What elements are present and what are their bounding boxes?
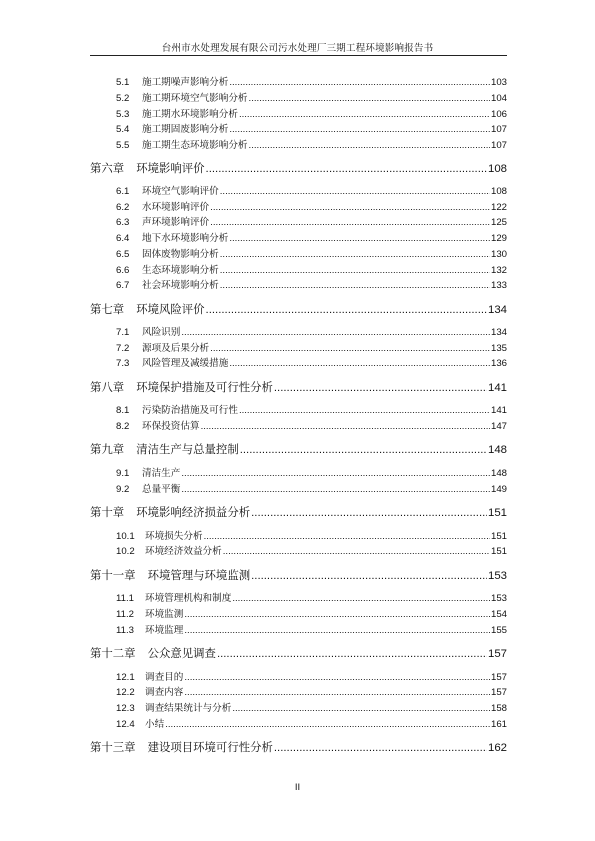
toc-entry-title: 环保投资估算 <box>142 421 200 432</box>
toc-section-entry[interactable] <box>116 606 507 620</box>
toc-entry-number: 6.6 <box>116 265 130 276</box>
toc-section-entry[interactable] <box>116 590 507 604</box>
toc-entry-page: 148 <box>487 444 507 456</box>
toc-entry-number: 第十二章 <box>90 646 136 660</box>
toc-entry-title: 环境影响经济损益分析 <box>136 505 251 519</box>
toc-leader-dots <box>251 507 487 519</box>
toc-leader-dots <box>229 77 490 88</box>
toc-entry-title: 公众意见调查 <box>147 646 216 660</box>
toc-entry-page: 147 <box>490 421 507 432</box>
toc-entry-page: 141 <box>490 405 507 416</box>
toc-entry-page: 107 <box>490 140 507 151</box>
toc-entry-title: 固体废物影响分析 <box>142 249 219 260</box>
toc-section-entry[interactable] <box>116 277 507 291</box>
toc-entry-page: 154 <box>490 609 507 620</box>
toc-entry-number: 8.1 <box>116 405 130 416</box>
toc-entry-number: 12.2 <box>116 687 135 698</box>
toc-leader-dots <box>229 358 490 369</box>
toc-section-entry[interactable] <box>116 543 507 557</box>
toc-leader-dots <box>229 233 490 244</box>
toc-leader-dots <box>249 93 490 104</box>
toc-entry-title: 环境损失分析 <box>145 531 203 542</box>
toc-entry-page: 149 <box>490 484 507 495</box>
toc-entry-page: 151 <box>490 546 507 557</box>
toc-section-entry[interactable] <box>116 214 507 228</box>
toc-section-entry[interactable] <box>116 183 507 197</box>
toc-chapter-entry[interactable] <box>90 160 507 176</box>
toc-entry-page: 103 <box>490 77 507 88</box>
toc-entry-page: 151 <box>490 531 507 542</box>
page-number: II <box>294 782 301 793</box>
toc-section-entry[interactable] <box>116 199 507 213</box>
toc-entry-page: 155 <box>490 625 507 636</box>
toc-leader-dots <box>184 672 490 683</box>
toc-section-entry[interactable] <box>116 324 507 338</box>
toc-leader-dots <box>181 327 490 338</box>
toc-section-entry[interactable] <box>116 106 507 120</box>
toc-entry-number: 8.2 <box>116 421 130 432</box>
toc-leader-dots <box>181 484 490 495</box>
toc-section-entry[interactable] <box>116 622 507 636</box>
toc-entry-number: 10.1 <box>116 531 135 542</box>
toc-entry-number: 6.7 <box>116 280 130 291</box>
toc-leader-dots <box>210 217 490 228</box>
toc-entry-title: 施工期噪声影响分析 <box>142 77 229 88</box>
toc-leader-dots <box>274 742 487 754</box>
toc-entry-title: 施工期固废影响分析 <box>142 124 229 135</box>
toc-entry-page: 151 <box>487 507 507 519</box>
toc-entry-title: 污染防治措施及可行性 <box>142 405 238 416</box>
toc-entry-number: 11.3 <box>116 625 134 636</box>
toc-leader-dots <box>232 703 490 714</box>
toc-entry-title: 清洁生产与总量控制 <box>136 442 239 456</box>
toc-entry-page: 141 <box>487 382 507 394</box>
toc-entry-number: 6.1 <box>116 186 130 197</box>
toc-entry-number: 6.3 <box>116 217 130 228</box>
toc-leader-dots <box>220 265 490 276</box>
toc-leader-dots <box>249 140 490 151</box>
toc-entry-page: 153 <box>487 570 507 582</box>
toc-entry-page: 157 <box>490 687 507 698</box>
toc-entry-title: 声环境影响评价 <box>142 217 210 228</box>
toc-entry-page: 108 <box>487 163 507 175</box>
toc-entry-number: 7.1 <box>116 327 130 338</box>
toc-entry-number: 5.3 <box>116 109 130 120</box>
toc-section-entry[interactable] <box>116 481 507 495</box>
toc-leader-dots <box>210 343 490 354</box>
toc-entry-page: 136 <box>490 358 507 369</box>
toc-entry-page: 108 <box>490 186 507 197</box>
toc-entry-page: 161 <box>490 719 507 730</box>
toc-leader-dots <box>232 593 490 604</box>
toc-leader-dots <box>184 609 490 620</box>
toc-leader-dots <box>210 202 490 213</box>
toc-leader-dots <box>217 648 487 660</box>
toc-section-entry[interactable] <box>116 465 507 479</box>
toc-entry-title: 环境保护措施及可行性分析 <box>136 380 273 394</box>
toc-section-entry[interactable] <box>116 355 507 369</box>
toc-section-entry[interactable] <box>116 246 507 260</box>
toc-entry-title: 环境监理 <box>145 625 184 636</box>
toc-section-entry[interactable] <box>116 669 507 683</box>
toc-entry-number: 12.1 <box>116 672 135 683</box>
toc-leader-dots <box>220 186 490 197</box>
toc-leader-dots <box>240 444 487 456</box>
toc-entry-page: 158 <box>490 703 507 714</box>
toc-chapter-entry[interactable] <box>90 379 507 395</box>
toc-entry-number: 6.2 <box>116 202 130 213</box>
toc-entry-number: 12.4 <box>116 719 135 730</box>
toc-entry-title: 小结 <box>145 719 165 730</box>
toc-section-entry[interactable] <box>116 684 507 698</box>
toc-entry-number: 10.2 <box>116 546 135 557</box>
toc-entry-title: 环境管理与环境监测 <box>147 568 251 582</box>
toc-chapter-entry[interactable] <box>90 739 507 755</box>
toc-entry-number: 7.2 <box>116 343 130 354</box>
toc-leader-dots <box>239 109 490 120</box>
toc-entry-number: 第十三章 <box>90 740 136 754</box>
toc-entry-title: 环境风险评价 <box>136 302 205 316</box>
toc-entry-number: 11.2 <box>116 609 134 620</box>
toc-leader-dots <box>220 280 490 291</box>
toc-entry-page: 133 <box>490 280 507 291</box>
toc-entry-title: 调查目的 <box>145 672 184 683</box>
toc-entry-number: 5.4 <box>116 124 130 135</box>
toc-chapter-entry[interactable] <box>90 504 507 520</box>
toc-section-entry[interactable] <box>116 90 507 104</box>
toc-entry-number: 第七章 <box>90 302 125 316</box>
toc-section-entry[interactable] <box>116 700 507 714</box>
toc-entry-title: 风险管理及减缓措施 <box>142 358 229 369</box>
toc-entry-title: 建设项目环境可行性分析 <box>147 740 273 754</box>
toc-entry-title: 调查内容 <box>145 687 184 698</box>
toc-entry-number: 9.1 <box>116 468 130 479</box>
toc-entry-page: 153 <box>490 593 507 604</box>
toc-chapter-entry[interactable] <box>90 645 507 661</box>
toc-leader-dots <box>223 546 490 557</box>
toc-entry-page: 122 <box>490 202 507 213</box>
toc-entry-title: 清洁生产 <box>142 468 181 479</box>
toc-entry-page: 135 <box>490 343 507 354</box>
toc-entry-title: 社会环境影响分析 <box>142 280 219 291</box>
toc-entry-title: 施工期环境空气影响分析 <box>142 93 248 104</box>
toc-chapter-entry[interactable] <box>90 441 507 457</box>
toc-leader-dots <box>165 719 490 730</box>
toc-leader-dots <box>204 531 490 542</box>
toc-entry-page: 157 <box>490 672 507 683</box>
toc-leader-dots <box>274 382 487 394</box>
toc-entry-number: 11.1 <box>116 593 134 604</box>
toc-entry-number: 6.4 <box>116 233 130 244</box>
toc-entry-number: 第十章 <box>90 505 125 519</box>
toc-leader-dots <box>181 468 490 479</box>
toc-entry-number: 第八章 <box>90 380 125 394</box>
toc-entry-title: 环境管理机构和制度 <box>145 593 232 604</box>
toc-entry-number: 6.5 <box>116 249 130 260</box>
toc-chapter-entry[interactable] <box>90 301 507 317</box>
toc-entry-title: 调查结果统计与分析 <box>145 703 232 714</box>
toc-chapter-entry[interactable] <box>90 567 507 583</box>
document-header: 台州市水处理发展有限公司污水处理厂三期工程环境影响报告书 <box>161 43 434 54</box>
toc-entry-page: 157 <box>487 648 507 660</box>
toc-leader-dots <box>251 570 487 582</box>
toc-entry-page: 130 <box>490 249 507 260</box>
toc-entry-page: 129 <box>490 233 507 244</box>
toc-entry-page: 106 <box>490 109 507 120</box>
toc-leader-dots <box>206 304 487 316</box>
toc-entry-page: 134 <box>487 304 507 316</box>
toc-entry-title: 环境监测 <box>145 609 184 620</box>
toc-entry-page: 148 <box>490 468 507 479</box>
toc-section-entry[interactable] <box>116 716 507 730</box>
toc-entry-title: 地下水环境影响分析 <box>142 233 229 244</box>
toc-leader-dots <box>220 249 490 260</box>
toc-entry-title: 施工期生态环境影响分析 <box>142 140 248 151</box>
toc-entry-page: 107 <box>490 124 507 135</box>
toc-section-entry[interactable] <box>116 230 507 244</box>
toc-leader-dots <box>184 687 490 698</box>
toc-section-entry[interactable] <box>116 262 507 276</box>
toc-entry-title: 环境空气影响评价 <box>142 186 219 197</box>
toc-leader-dots <box>239 405 490 416</box>
toc-entry-number: 5.2 <box>116 93 130 104</box>
toc-entry-number: 7.3 <box>116 358 130 369</box>
toc-entry-title: 施工期水环境影响分析 <box>142 109 238 120</box>
toc-section-entry[interactable] <box>116 340 507 354</box>
toc-entry-title: 风险识别 <box>142 327 181 338</box>
toc-entry-title: 总量平衡 <box>142 484 181 495</box>
toc-entry-number: 12.3 <box>116 703 135 714</box>
toc-section-entry[interactable] <box>116 121 507 135</box>
toc-entry-number: 5.5 <box>116 140 130 151</box>
toc-entry-title: 环境影响评价 <box>136 161 205 175</box>
toc-leader-dots <box>201 421 490 432</box>
toc-entry-number: 第六章 <box>90 161 125 175</box>
toc-section-entry[interactable] <box>116 528 507 542</box>
toc-entry-page: 104 <box>490 93 507 104</box>
toc-leader-dots <box>184 625 490 636</box>
toc-entry-page: 134 <box>490 327 507 338</box>
toc-entry-title: 环境经济效益分析 <box>145 546 222 557</box>
toc-leader-dots <box>206 163 487 175</box>
toc-entry-number: 9.2 <box>116 484 130 495</box>
toc-section-entry[interactable] <box>116 418 507 432</box>
toc-entry-number: 第十一章 <box>90 568 136 582</box>
toc-entry-title: 生态环境影响分析 <box>142 265 219 276</box>
toc-entry-number: 第九章 <box>90 442 125 456</box>
toc-entry-page: 132 <box>490 265 507 276</box>
toc-entry-page: 162 <box>487 742 507 754</box>
toc-section-entry[interactable] <box>116 74 507 88</box>
toc-entry-page: 125 <box>490 217 507 228</box>
toc-entry-title: 源项及后果分析 <box>142 343 210 354</box>
toc-section-entry[interactable] <box>116 402 507 416</box>
toc-leader-dots <box>229 124 490 135</box>
toc-section-entry[interactable] <box>116 137 507 151</box>
toc-entry-number: 5.1 <box>116 77 130 88</box>
toc-entry-title: 水环境影响评价 <box>142 202 210 213</box>
